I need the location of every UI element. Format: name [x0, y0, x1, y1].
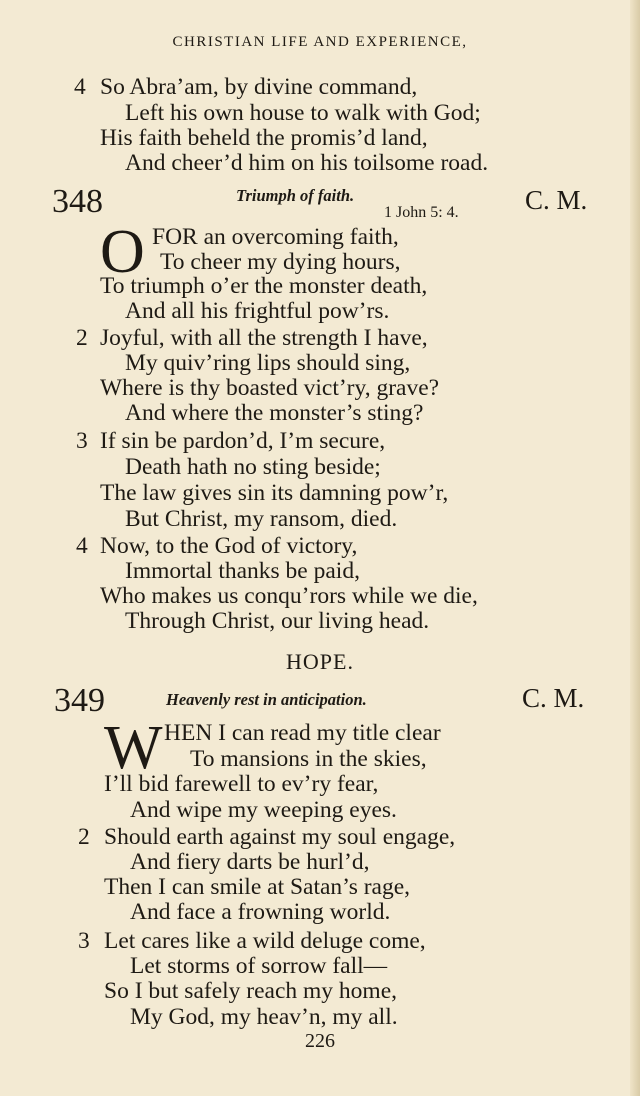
verse-line: To cheer my dying hours, — [160, 249, 401, 275]
verse-line: Who makes us conqu’rors while we die, — [100, 583, 478, 609]
verse-line: And face a frowning world. — [130, 899, 391, 925]
verse-line: And all his frightful pow’rs. — [125, 298, 390, 324]
verse-line: If sin be pardon’d, I’m secure, — [100, 428, 386, 454]
verse-line: And where the monster’s sting? — [125, 400, 424, 426]
hymn-number: 349 — [54, 682, 105, 719]
verse-number: 3 — [78, 928, 90, 954]
verse-line: My God, my heav’n, my all. — [130, 1004, 398, 1030]
verse-number: 4 — [76, 533, 88, 559]
verse-line: Joyful, with all the strength I have, — [100, 325, 428, 351]
verse-line: The law gives sin its damning pow’r, — [100, 480, 449, 506]
verse-line: FOR an overcoming faith, — [152, 224, 399, 250]
running-head: CHRISTIAN LIFE AND EXPERIENCE, — [172, 34, 468, 50]
page-edge — [630, 0, 640, 1096]
verse-number: 2 — [76, 325, 88, 351]
verse-line: To mansions in the skies, — [190, 746, 427, 772]
verse-line: Now, to the God of victory, — [100, 533, 358, 559]
verse-line: Through Christ, our living head. — [125, 608, 430, 634]
verse-line: Should earth against my soul engage, — [104, 824, 456, 850]
verse-line: Let cares like a wild deluge come, — [104, 928, 426, 954]
verse-line: Death hath no sting beside; — [125, 454, 381, 480]
verse-number: 4 — [74, 74, 86, 100]
hymn-title: Triumph of faith. — [236, 186, 355, 205]
verse-line: His faith beheld the promis’d land, — [100, 125, 428, 151]
verse-line: So I but safely reach my home, — [104, 978, 398, 1004]
hymn-title: Heavenly rest in anticipation. — [166, 690, 367, 709]
verse-line: But Christ, my ransom, died. — [125, 506, 398, 532]
verse-line: Where is thy boasted vict’ry, grave? — [100, 375, 440, 401]
verse-line: Immortal thanks be paid, — [125, 558, 360, 584]
verse-line: HEN I can read my title clear — [164, 720, 441, 746]
verse-line: I’ll bid farewell to ev’ry fear, — [104, 771, 379, 797]
verse-number: 3 — [76, 428, 88, 454]
hymn-meter: C. M. — [525, 185, 588, 215]
verse-line: Left his own house to walk with God; — [125, 100, 481, 126]
scripture-reference: 1 John 5: 4. — [384, 204, 459, 221]
verse-number: 2 — [78, 824, 90, 850]
page-number: 226 — [305, 1030, 335, 1052]
verse-line: And wipe my weeping eyes. — [130, 797, 397, 823]
hymn-meter: C. M. — [522, 683, 585, 713]
hymn-number: 348 — [52, 183, 103, 220]
verse-line: To triumph o’er the monster death, — [100, 273, 428, 299]
section-heading: HOPE. — [286, 649, 354, 674]
drop-cap: O — [100, 218, 145, 286]
verse-line: And cheer’d him on his toilsome road. — [125, 150, 489, 176]
verse-line: Then I can smile at Satan’s rage, — [104, 874, 411, 900]
verse-line: My quiv’ring lips should sing, — [125, 350, 411, 376]
verse-line: So Abra’am, by divine command, — [100, 74, 418, 100]
verse-line: And fiery darts be hurl’d, — [130, 849, 370, 875]
verse-line: Let storms of sorrow fall— — [130, 953, 388, 979]
drop-cap: W — [104, 714, 163, 782]
